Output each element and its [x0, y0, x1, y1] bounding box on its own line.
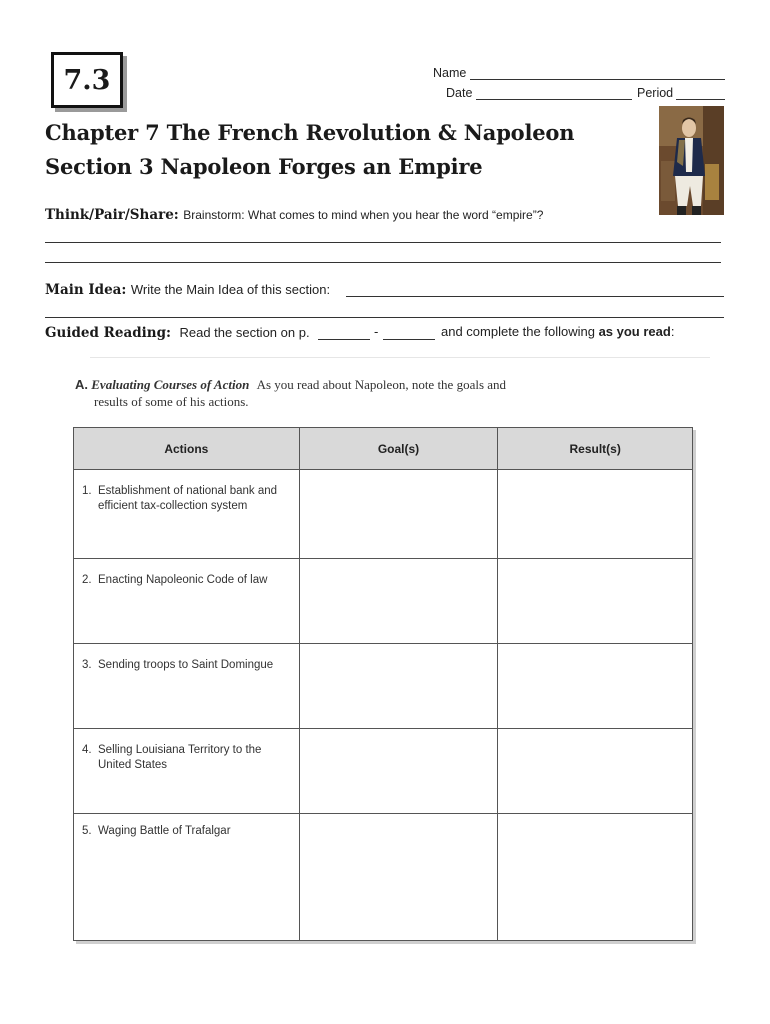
- guided-reading-end: :: [670, 324, 675, 339]
- action-cell: [74, 470, 300, 559]
- activity-heading: Evaluating Courses of Action: [91, 377, 250, 392]
- date-line[interactable]: [446, 86, 472, 100]
- napoleon-portrait-image: [659, 106, 724, 215]
- row-number: 4.: [82, 744, 92, 756]
- action-cell: [74, 559, 300, 644]
- action-text: Waging Battle of Trafalgar: [98, 825, 231, 837]
- date-blank[interactable]: [476, 99, 632, 100]
- period-label: Period: [637, 86, 674, 100]
- page-end-blank[interactable]: [383, 339, 435, 340]
- scan-edge: [90, 357, 710, 358]
- guided-reading-text: Read the section on p.: [179, 325, 310, 340]
- row-number: 5.: [82, 825, 92, 837]
- table-row: [74, 644, 693, 729]
- section-title: Section 3 Napoleon Forges an Empire: [45, 154, 483, 179]
- action-text: Selling Louisiana Territory to the: [98, 744, 262, 756]
- result-cell[interactable]: [498, 729, 693, 814]
- main-idea-line-2[interactable]: [45, 317, 724, 318]
- row-number: 1.: [82, 485, 92, 497]
- goal-cell[interactable]: [299, 559, 498, 644]
- main-idea-blank[interactable]: [346, 296, 724, 297]
- result-cell[interactable]: [498, 814, 693, 941]
- period-line[interactable]: [637, 86, 673, 100]
- think-pair-share-prompt: Brainstorm: What comes to mind when you hear the word “empire”?: [183, 208, 544, 222]
- guided-reading-label: Guided Reading:: [45, 325, 172, 341]
- name-blank[interactable]: [470, 79, 725, 80]
- row-number: 2.: [82, 574, 92, 586]
- header-actions: Actions: [74, 428, 300, 470]
- action-cell: [74, 729, 300, 814]
- guided-reading-row: [45, 324, 310, 342]
- name-label: Name: [433, 66, 467, 80]
- name-line[interactable]: [433, 66, 466, 80]
- action-text: Enacting Napoleonic Code of law: [98, 574, 268, 586]
- activity-heading-line: [75, 377, 506, 393]
- guided-reading-instruction: [441, 324, 674, 339]
- page-start-blank[interactable]: [318, 339, 370, 340]
- result-cell[interactable]: [498, 559, 693, 644]
- action-text: Sending troops to Saint Domingue: [98, 659, 274, 671]
- header-results: Result(s): [498, 428, 693, 470]
- action-text-cont: efficient tax-collection system: [98, 500, 248, 512]
- section-number: 7.3: [63, 64, 111, 96]
- table-header-row: [74, 428, 693, 470]
- chapter-title: Chapter 7 The French Revolution & Napoleon: [45, 120, 575, 145]
- goal-cell[interactable]: [299, 729, 498, 814]
- date-label: Date: [446, 86, 473, 100]
- main-idea-row: [45, 281, 330, 299]
- table-row: [74, 470, 693, 559]
- row-number: 3.: [82, 659, 92, 671]
- answer-line-1[interactable]: [45, 242, 721, 243]
- activity-instruction-2: results of some of his actions.: [94, 394, 249, 409]
- actions-goals-results-table: [73, 427, 693, 941]
- header-goals: Goal(s): [299, 428, 498, 470]
- activity-letter: A.: [75, 377, 88, 392]
- goal-cell[interactable]: [299, 644, 498, 729]
- table-row: [74, 814, 693, 941]
- think-pair-share-row: [45, 206, 543, 224]
- activity-instruction-1: As you read about Napoleon, note the goals and: [256, 377, 507, 392]
- section-number-badge: [51, 52, 123, 108]
- result-cell[interactable]: [498, 470, 693, 559]
- page-range-dash: -: [374, 324, 379, 339]
- action-text-cont: United States: [98, 759, 168, 771]
- main-idea-prompt: Write the Main Idea of this section:: [130, 282, 331, 297]
- think-pair-share-label: Think/Pair/Share:: [45, 207, 179, 223]
- main-idea-label: Main Idea:: [45, 282, 127, 298]
- table-row: [74, 559, 693, 644]
- action-text: Establishment of national bank and: [98, 485, 278, 497]
- action-cell: [74, 814, 300, 941]
- guided-reading-text-after: and complete the following: [441, 324, 595, 339]
- guided-reading-emphasis: as you read: [598, 324, 671, 339]
- goal-cell[interactable]: [299, 814, 498, 941]
- table-row: [74, 729, 693, 814]
- period-blank[interactable]: [676, 99, 725, 100]
- goal-cell[interactable]: [299, 470, 498, 559]
- answer-line-2[interactable]: [45, 262, 721, 263]
- action-cell: [74, 644, 300, 729]
- result-cell[interactable]: [498, 644, 693, 729]
